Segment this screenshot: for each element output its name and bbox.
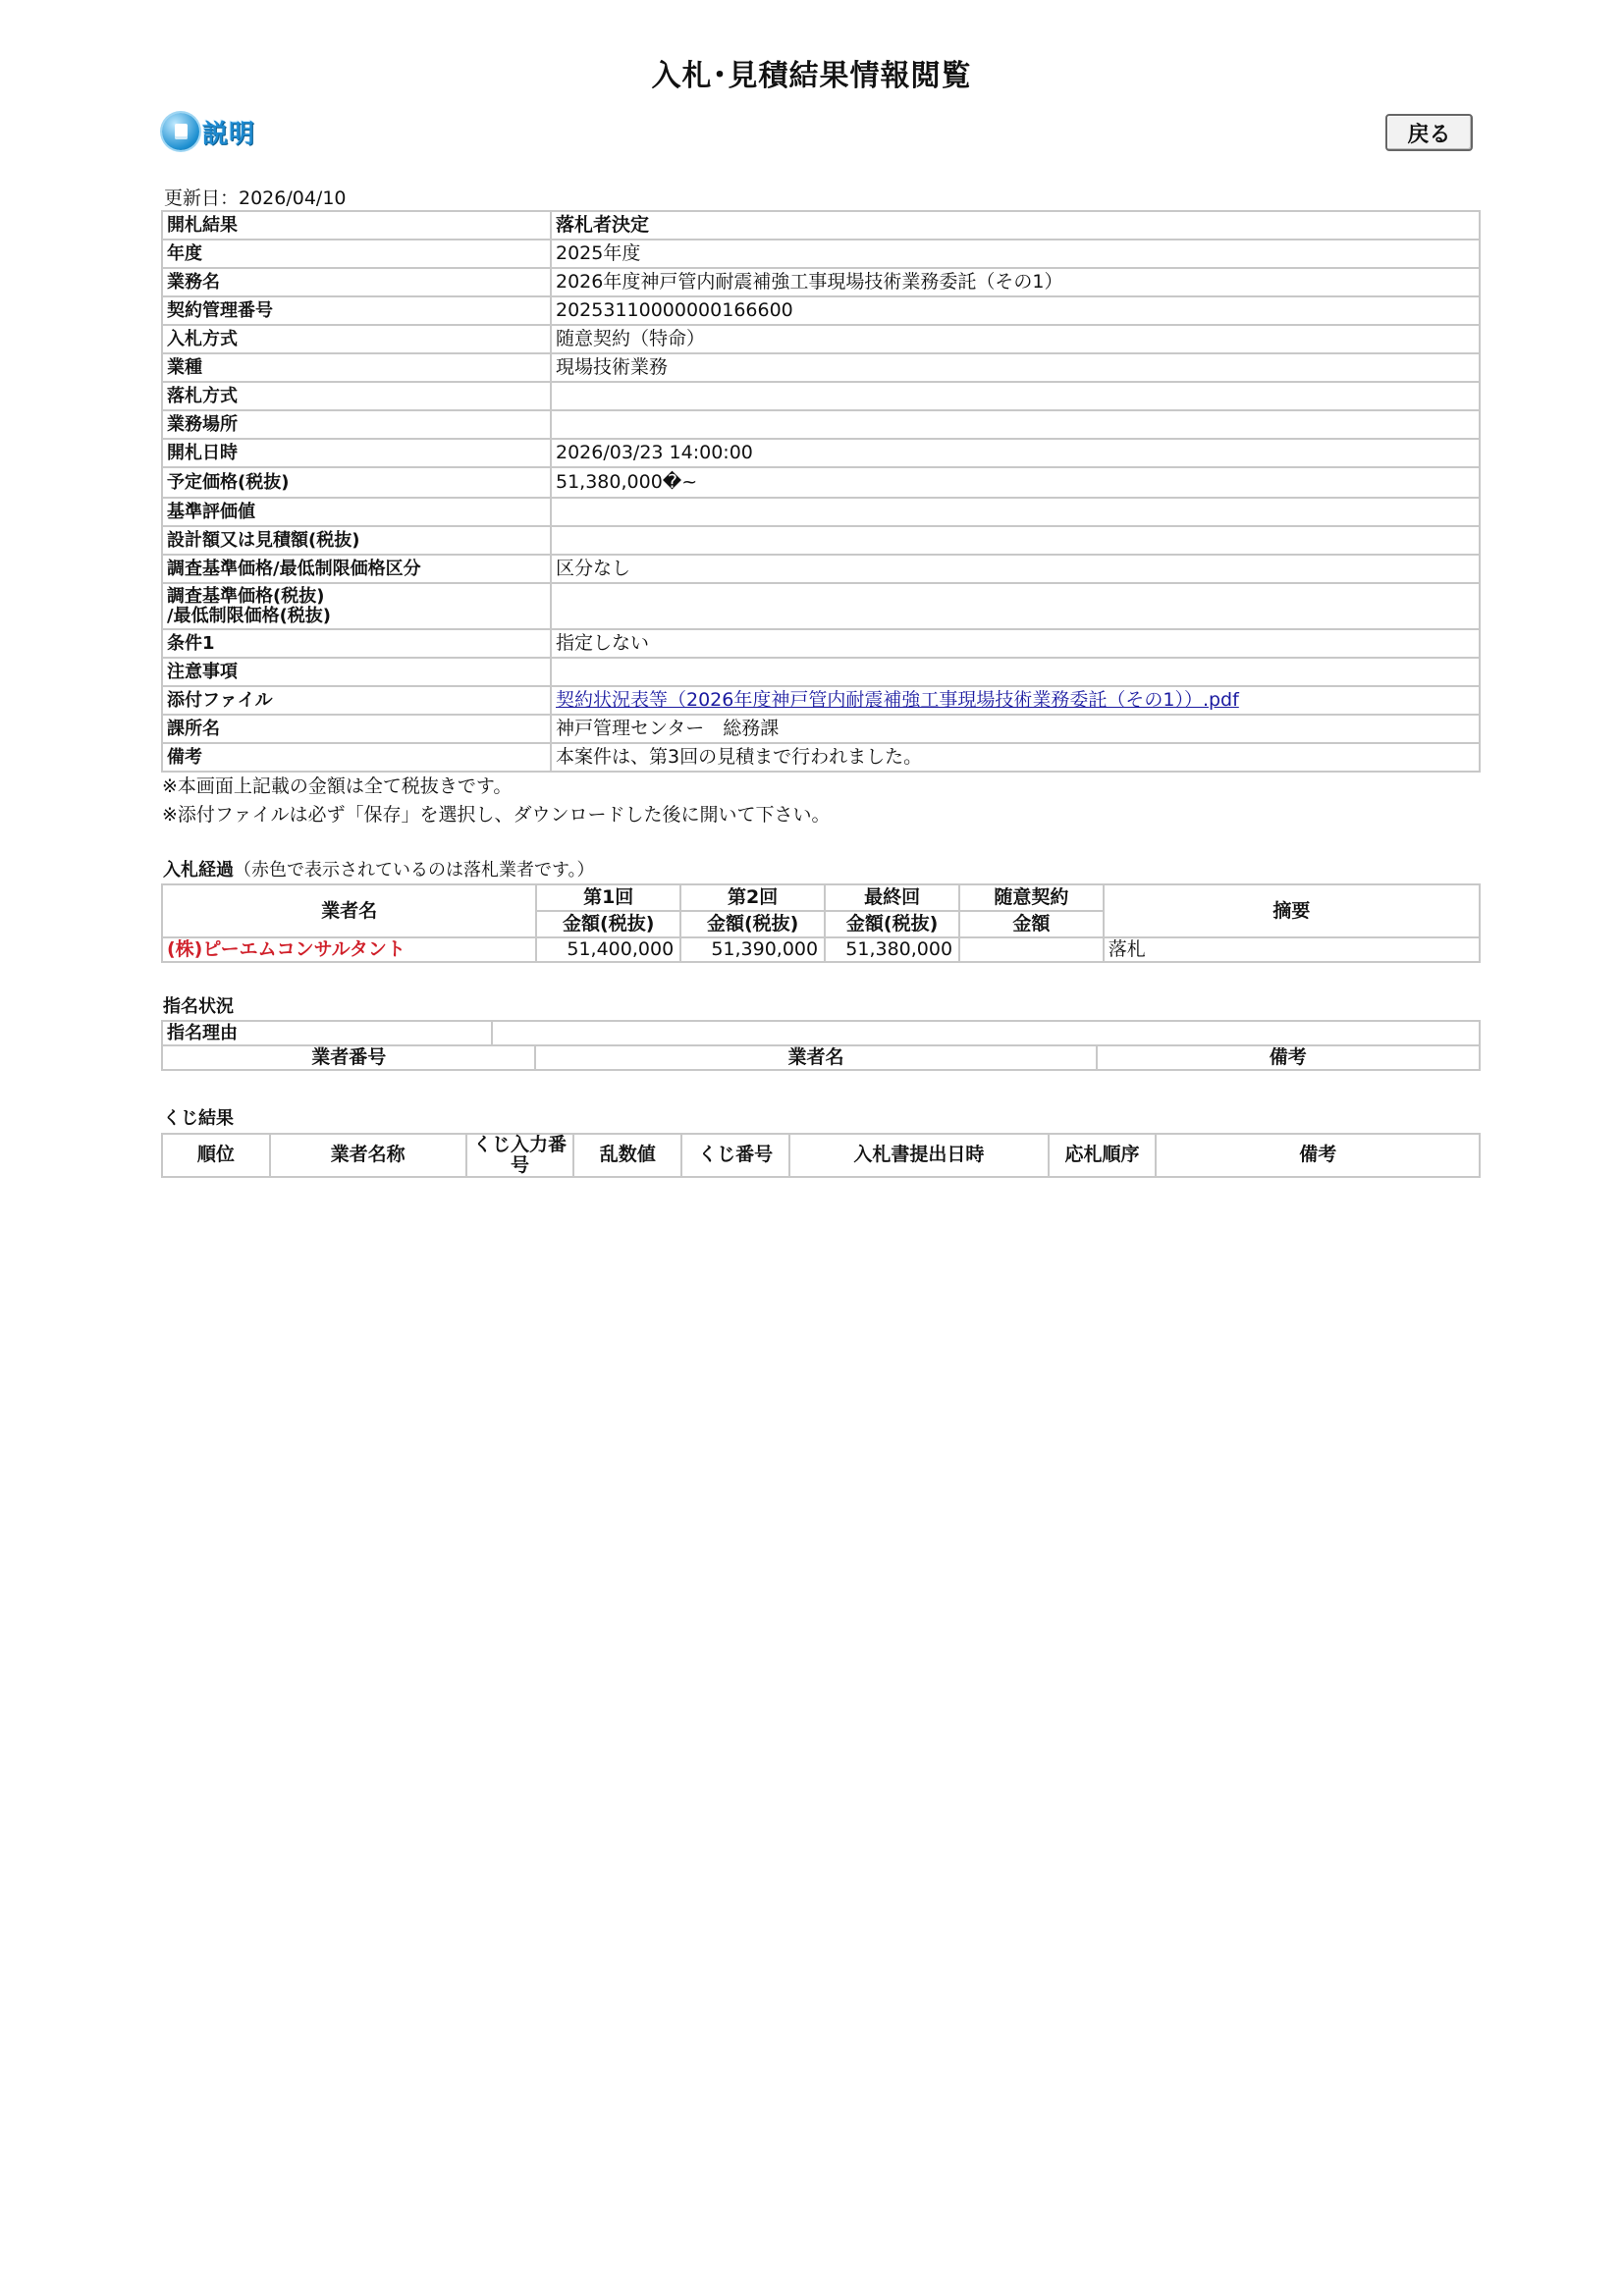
row-value: 2026年度神戸管内耐震補強工事現場技術業務委託（その1） [551, 268, 1480, 296]
col-company-name: 業者名称 [270, 1134, 466, 1177]
col-bid-order: 応札順序 [1049, 1134, 1157, 1177]
help-label: 説明 [202, 119, 256, 149]
row-label: 業種 [162, 353, 551, 382]
col-company-number: 業者番号 [162, 1045, 535, 1070]
row-label: 条件1 [162, 629, 551, 658]
negotiated-amount [959, 937, 1104, 962]
info-table [161, 210, 1481, 773]
lottery-table [161, 1133, 1481, 1178]
page-title: 入札･見積結果情報閲覧 [651, 59, 972, 93]
row-label: 備考 [162, 743, 551, 772]
col-rank: 順位 [162, 1134, 270, 1177]
row-label [162, 583, 551, 629]
col-round2: 第2回 [680, 884, 825, 911]
table-row [162, 498, 1480, 526]
col-summary: 摘要 [1104, 884, 1480, 937]
table-row [162, 658, 1480, 686]
table-row [162, 686, 1480, 715]
company-name: (株)ピーエムコンサルタント [162, 937, 536, 962]
table-row [162, 526, 1480, 555]
round1-amount: 51,400,000 [536, 937, 680, 962]
row-label: 調査基準価格/最低制限価格区分 [162, 555, 551, 583]
col-amount-tax: 金額(税抜) [825, 911, 959, 937]
back-button[interactable]: 戻る [1385, 114, 1473, 151]
table-row [162, 439, 1480, 467]
col-random-value: 乱数値 [573, 1134, 681, 1177]
row-value: 20253110000000166600 [551, 296, 1480, 325]
row-value: 2026/03/23 14:00:00 [551, 439, 1480, 467]
table-row [162, 410, 1480, 439]
row-value: 指定しない [551, 629, 1480, 658]
row-value: 落札者決定 [551, 211, 1480, 240]
table-row [162, 240, 1480, 268]
row-label: 契約管理番号 [162, 296, 551, 325]
bidding-title: 入札経過 [163, 860, 234, 881]
bidding-subtitle: （赤色で表示されているのは落札業者です。） [234, 860, 595, 881]
row-value: 2025年度 [551, 240, 1480, 268]
row-value: 神戸管理センター 総務課 [551, 715, 1480, 743]
round2-amount: 51,390,000 [680, 937, 825, 962]
table-row [162, 555, 1480, 583]
summary: 落札 [1104, 937, 1480, 962]
col-company: 業者名 [162, 884, 536, 937]
row-value [551, 498, 1480, 526]
col-final: 最終回 [825, 884, 959, 911]
row-value [551, 526, 1480, 555]
col-round1: 第1回 [536, 884, 680, 911]
reason-value [492, 1021, 1481, 1045]
note-line: ※本画面上記載の金額は全て税抜きです。 [162, 775, 513, 797]
document-icon [162, 113, 199, 150]
col-remarks: 備考 [1097, 1045, 1480, 1070]
table-row [162, 583, 1480, 629]
col-amount-tax: 金額(税抜) [680, 911, 825, 937]
row-value: 区分なし [551, 555, 1480, 583]
table-row [162, 1021, 1480, 1045]
table-row [162, 353, 1480, 382]
row-label: 添付ファイル [162, 686, 551, 715]
row-label: 業務名 [162, 268, 551, 296]
col-company-name: 業者名 [535, 1045, 1096, 1070]
row-value [551, 583, 1480, 629]
row-value [551, 410, 1480, 439]
nomination-title: 指名状況 [163, 996, 234, 1017]
row-value: 本案件は、第3回の見積まで行われました。 [551, 743, 1480, 772]
row-label-line1: 調査基準価格(税抜) [167, 585, 325, 607]
table-row [162, 382, 1480, 410]
row-label: 年度 [162, 240, 551, 268]
table-row [162, 325, 1480, 353]
table-row [162, 629, 1480, 658]
row-label: 開札日時 [162, 439, 551, 467]
note-line: ※添付ファイルは必ず「保存」を選択し、ダウンロードした後に開いて下さい。 [162, 804, 831, 826]
reason-label: 指名理由 [162, 1021, 492, 1045]
attachment-link[interactable]: 契約状況表等（2026年度神戸管内耐震補強工事現場技術業務委託（その1））.pdf [556, 689, 1239, 712]
row-label: 落札方式 [162, 382, 551, 410]
bidding-table [161, 883, 1481, 963]
table-row [162, 211, 1480, 240]
col-amount: 金額 [959, 911, 1104, 937]
col-submission-datetime: 入札書提出日時 [789, 1134, 1049, 1177]
help-link[interactable] [162, 111, 255, 152]
table-row [162, 467, 1480, 498]
col-remarks: 備考 [1156, 1134, 1480, 1177]
row-label: 予定価格(税抜) [162, 467, 551, 498]
row-value [551, 658, 1480, 686]
col-negotiated: 随意契約 [959, 884, 1104, 911]
col-amount-tax: 金額(税抜) [536, 911, 680, 937]
row-label-line2: /最低制限価格(税抜) [167, 605, 332, 626]
updated-date: 更新日：2026/04/10 [164, 187, 347, 209]
table-row [162, 715, 1480, 743]
row-label: 注意事項 [162, 658, 551, 686]
row-label: 入札方式 [162, 325, 551, 353]
lottery-title: くじ結果 [163, 1108, 234, 1129]
table-row [162, 937, 1480, 962]
row-value: 51,380,000�~ [551, 467, 1480, 498]
row-value [551, 686, 1480, 715]
col-lottery-input-number: くじ入力番号 [466, 1134, 574, 1177]
row-label: 業務場所 [162, 410, 551, 439]
final-amount: 51,380,000 [825, 937, 959, 962]
table-row [162, 268, 1480, 296]
nomination-table [161, 1020, 1481, 1071]
row-value: 随意契約（特命） [551, 325, 1480, 353]
row-value [551, 382, 1480, 410]
col-lottery-number: くじ番号 [681, 1134, 789, 1177]
table-row [162, 743, 1480, 772]
row-label: 開札結果 [162, 211, 551, 240]
row-value: 現場技術業務 [551, 353, 1480, 382]
row-label: 課所名 [162, 715, 551, 743]
table-row [162, 296, 1480, 325]
row-label: 設計額又は見積額(税抜) [162, 526, 551, 555]
notes [162, 773, 831, 829]
row-label: 基準評価値 [162, 498, 551, 526]
bidding-section-title [163, 856, 595, 881]
